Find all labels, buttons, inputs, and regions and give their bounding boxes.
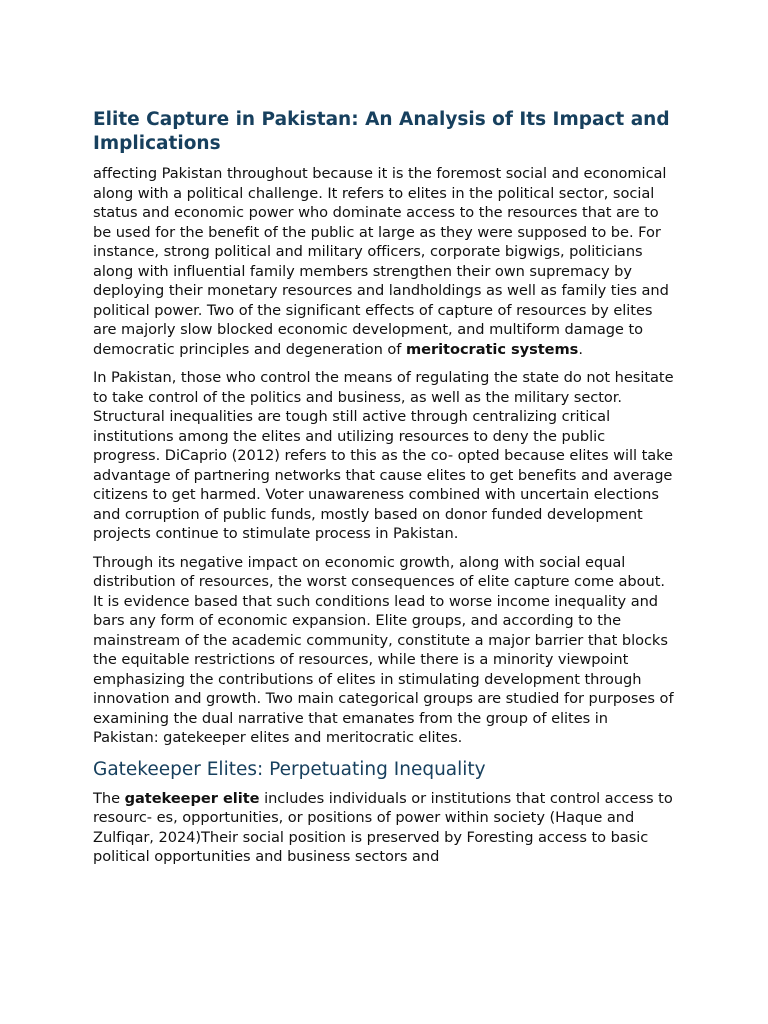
paragraph-intro-end: . (578, 340, 583, 358)
document-page (93, 108, 675, 876)
bold-term-meritocratic-systems: meritocratic systems (405, 340, 579, 358)
document-title: Elite Capture in Pakistan: An Analysis of Its Impact and Implications (93, 109, 670, 154)
bold-term-gatekeeper-elite: gatekeeper elite (124, 789, 260, 807)
section-heading-gatekeeper: Gatekeeper Elites: Perpetuating Inequality (93, 758, 486, 780)
paragraph-intro (93, 164, 675, 359)
paragraph-state-control: In Pakistan, those who control the means of regulating the state do not hesitate to take control of the politics and business, as well as the military sector. Structural inequalities are tough still active through centralizing critical institutions among the elites and utilizing resources to deny the public progress. DiCaprio (2012) refers to this as the co- opted because elites will take advantage of partnering networks that cause elites to get benefits and average citizens to get harmed. Voter unawareness combined with uncertain elections and corruption of public funds, mostly based on donor funded development projects continue to stimulate process in Pakistan. (93, 369, 674, 542)
paragraph-gatekeeper-text: includes individuals or institutions that control access to resourc- es, opportunities, or positions of power within society (Haque and Zulfiqar, 2024)Their social position is preserved by Foresting access to basic political opportunities and business sectors and (93, 789, 673, 865)
paragraph-intro-text: affecting Pakistan throughout because it is the foremost social and economical along with a political challenge. It refers to elites in the political sector, social status and economic power who dominate access to the resources that are to be used for the benefit of the public at large as they were supposed to be. For instance, strong political and military officers, corporate bigwigs, politicians along with influential family members strengthen their own supremacy by deploying their monetary resources and landholdings as well as family ties and political power. Two of the significant effects of capture of resources by elites are majorly slow blocked economic development, and multiform damage to democratic principles and degeneration of (93, 165, 669, 358)
paragraph-gatekeeper (93, 789, 675, 867)
paragraph-gatekeeper-start: The (93, 789, 125, 807)
paragraph-economic-impact: Through its negative impact on economic growth, along with social equal distribution of resources, the worst consequences of elite capture come about. It is evidence based that such conditions lead to worse income inequality and bars any form of economic expansion. Elite groups, and according to the mainstream of the academic community, constitute a major barrier that blocks the equitable restrictions of resources, while there is a minority viewpoint emphasizing the contributions of elites in stimulating development through innovation and growth. Two main categorical groups are studied for purposes of examining the dual narrative that emanates from the group of elites in Pakistan: gatekeeper elites and meritocratic elites. (93, 553, 674, 746)
